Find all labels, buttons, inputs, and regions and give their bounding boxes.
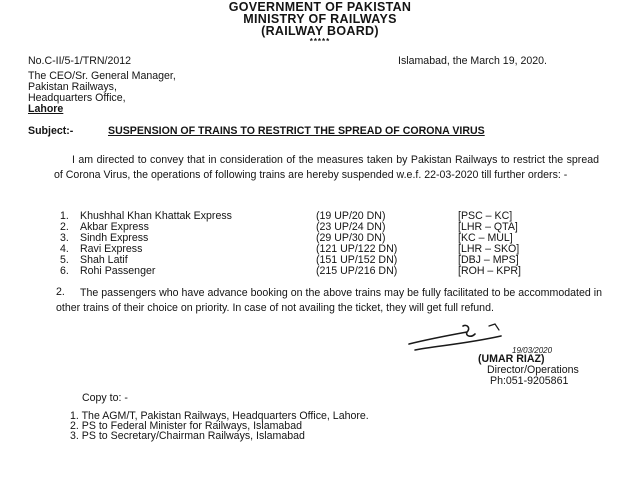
- addressee-city: Lahore: [28, 103, 64, 115]
- paragraph-2-number: 2.: [56, 286, 65, 298]
- train-name: Ravi Express: [80, 243, 143, 255]
- train-name: Khushhal Khan Khattak Express: [80, 210, 232, 222]
- copy-to-item: 2. PS to Federal Minister for Railways, Islamabad: [70, 420, 302, 432]
- signatory-name: (UMAR RIAZ): [478, 353, 545, 365]
- copy-to-item: 1. The AGM/T, Pakistan Railways, Headquarters Office, Lahore.: [70, 410, 369, 422]
- train-row: [60, 266, 560, 277]
- train-name: Shah Latif: [80, 254, 128, 266]
- paragraph-2: The passengers who have advance booking on the above trains may be fully facilitated to be accommodated in other trains of their choice on priority. In case of not availing the ticket, they will get full refund.: [56, 287, 602, 314]
- subject-text: SUSPENSION OF TRAINS TO RESTRICT THE SPREAD OF CORONA VIRUS: [108, 125, 485, 137]
- reference-number: No.C-II/5-1/TRN/2012: [28, 55, 132, 67]
- addressee-line: Pakistan Railways,: [28, 81, 117, 93]
- train-route: [LHR – SKO]: [458, 243, 520, 255]
- train-route: [ROH – KPR]: [458, 265, 521, 277]
- train-up-dn: (151 UP/152 DN): [316, 254, 398, 266]
- train-number: 6.: [60, 265, 69, 277]
- train-up-dn: (23 UP/24 DN): [316, 221, 386, 233]
- signatory-designation: Director/Operations: [487, 364, 579, 376]
- letterhead-ministry: MINISTRY OF RAILWAYS: [243, 12, 397, 26]
- train-up-dn: (215 UP/216 DN): [316, 265, 398, 277]
- signatory-phone: Ph:051-9205861: [490, 375, 569, 387]
- train-number: 4.: [60, 243, 69, 255]
- subject-label: Subject:-: [28, 125, 74, 137]
- letterhead-board: (RAILWAY BOARD): [261, 24, 379, 38]
- addressee-line: The CEO/Sr. General Manager,: [28, 70, 176, 82]
- train-number: 5.: [60, 254, 69, 266]
- train-route: [KC – MUL]: [458, 232, 513, 244]
- train-route: [PSC – KC]: [458, 210, 513, 222]
- train-up-dn: (19 UP/20 DN): [316, 210, 386, 222]
- train-number: 1.: [60, 210, 69, 222]
- copy-to-item: 3. PS to Secretary/Chairman Railways, Islamabad: [70, 430, 305, 442]
- addressee-line: Headquarters Office,: [28, 92, 126, 104]
- train-name: Rohi Passenger: [80, 265, 156, 277]
- train-up-dn: (121 UP/122 DN): [316, 243, 398, 255]
- train-name: Akbar Express: [80, 221, 149, 233]
- train-number: 3.: [60, 232, 69, 244]
- train-number: 2.: [60, 221, 69, 233]
- paragraph-1: I am directed to convey that in consideration of the measures taken by Pakistan Railways to restrict the spread of Corona Virus, the operations of following trains are hereby suspended w.e.f. 22-03-2020 till further orders: -: [54, 154, 599, 181]
- letterhead-ornament: *****: [309, 37, 331, 46]
- train-route: [DBJ – MPS]: [458, 254, 519, 266]
- letter-date: Islamabad, the March 19, 2020.: [398, 55, 547, 67]
- train-name: Sindh Express: [80, 232, 149, 244]
- letterhead-government: GOVERNMENT OF PAKISTAN: [228, 0, 412, 14]
- signature-date: 19/03/2020: [512, 346, 553, 355]
- copy-to-label: Copy to: -: [82, 392, 128, 404]
- train-route: [LHR – QTA]: [458, 221, 518, 233]
- train-up-dn: (29 UP/30 DN): [316, 232, 386, 244]
